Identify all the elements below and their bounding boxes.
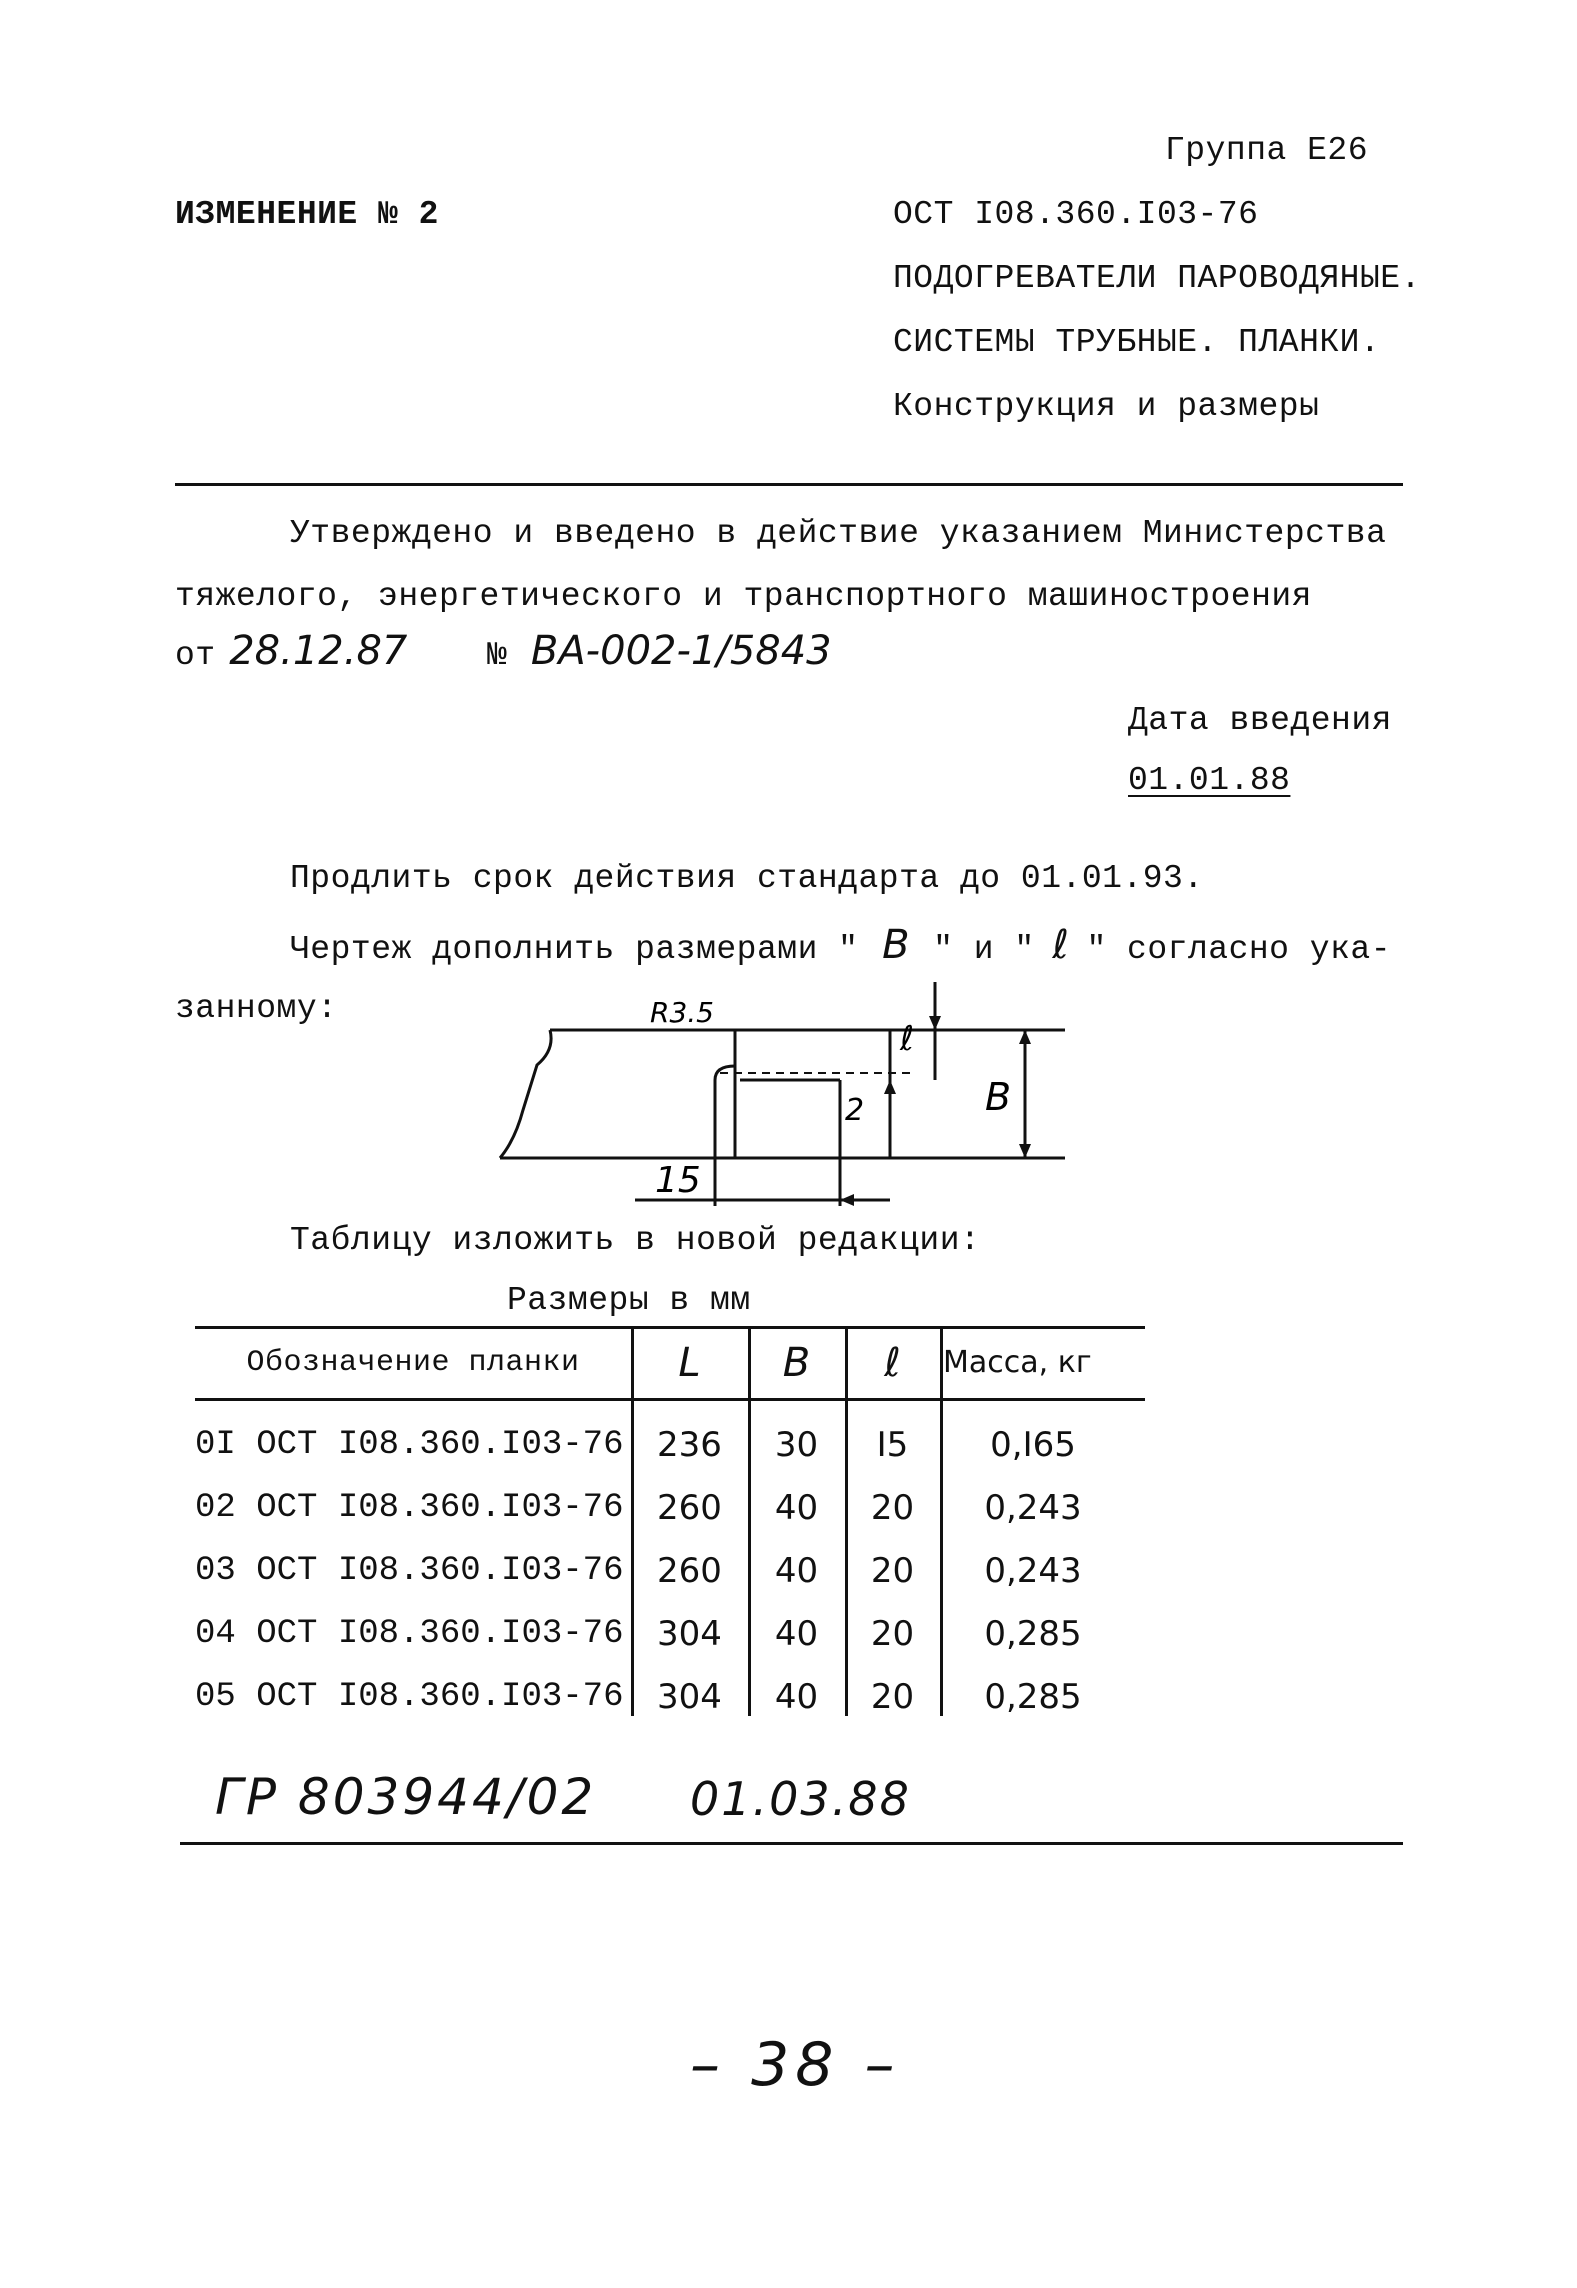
order-number-prefix: № (486, 637, 508, 674)
table-row (195, 1603, 1145, 1665)
slot-radius (715, 1066, 735, 1158)
table-header-rule (195, 1398, 1145, 1401)
break-line (500, 1030, 551, 1158)
dim-15-label: 15 (655, 1160, 701, 1201)
cell-l-small: I5 (876, 1425, 909, 1465)
title-line-1: ПОДОГРЕВАТЕЛИ ПАРОВОДЯНЫЕ. (893, 260, 1421, 297)
page-number: – 38 – (690, 2030, 901, 2100)
cell-mass: 0,285 (984, 1677, 1082, 1717)
drawing-text-end: " согласно ука- (1086, 931, 1392, 968)
cell-designation: 03 ОСТ I08.360.I03-76 (195, 1552, 624, 1590)
cell-mass: 0,243 (984, 1551, 1082, 1591)
approval-line-2: тяжелого, энергетического и транспортного машиностроения (175, 578, 1312, 615)
cell-l-small: 20 (870, 1488, 915, 1528)
arrow-l-top (929, 1016, 941, 1030)
cell-l: 260 (657, 1488, 722, 1528)
table-top-rule (195, 1326, 1145, 1329)
order-date: 28.12.87 (229, 628, 408, 674)
header-divider (175, 483, 1403, 486)
effective-label: Дата введения (1128, 702, 1392, 739)
title-line-3: Конструкция и размеры (893, 388, 1320, 425)
drawing-instruction (290, 922, 1391, 968)
cell-l-small: 20 (870, 1614, 915, 1654)
group-label: Группа Е26 (1165, 132, 1369, 169)
cell-designation: 0I ОСТ I08.360.I03-76 (195, 1426, 624, 1464)
cell-mass: 0,243 (984, 1488, 1082, 1528)
cell-l-small: 20 (870, 1677, 915, 1717)
arrow-15-right (840, 1194, 854, 1206)
header-mass: Масса, кг (943, 1345, 1092, 1380)
effective-date: 01.01.88 (1128, 762, 1291, 799)
order-number: ВА-002-1/5843 (530, 628, 832, 674)
cell-designation: 04 ОСТ I08.360.I03-76 (195, 1615, 624, 1653)
drawing-text-mid: " и " (933, 931, 1035, 968)
header-designation: Обозначение планки (246, 1346, 580, 1380)
approval-line-1: Утверждено и введено в действие указанием Министерства (290, 515, 1387, 552)
approval-order (175, 628, 832, 674)
cell-designation: 05 ОСТ I08.360.I03-76 (195, 1678, 624, 1716)
radius-label: R3.5 (650, 996, 714, 1029)
order-from-prefix: от (175, 637, 216, 674)
symbol-b: В (882, 922, 910, 968)
cell-l: 304 (657, 1614, 722, 1654)
registration-date: 01.03.88 (690, 1772, 911, 1826)
cell-l: 236 (657, 1425, 722, 1465)
cell-l: 304 (657, 1677, 722, 1717)
header-b: В (782, 1340, 811, 1386)
arrow-b-bottom (1019, 1144, 1031, 1158)
footer-divider (180, 1842, 1403, 1845)
dim-l-label: ℓ (900, 1019, 915, 1059)
standard-number: ОСТ I08.360.I03-76 (893, 196, 1259, 233)
dim-2-label: 2 (845, 1093, 865, 1128)
table-row (195, 1414, 1145, 1476)
table-row (195, 1477, 1145, 1539)
plank-drawing (495, 970, 1075, 1210)
cell-l-small: 20 (870, 1551, 915, 1591)
dim-b-label: В (985, 1075, 1012, 1119)
cell-b: 40 (774, 1551, 819, 1591)
cell-mass: 0,I65 (990, 1425, 1076, 1465)
drawing-text-a: Чертеж дополнить размерами " (290, 931, 859, 968)
cell-mass: 0,285 (984, 1614, 1082, 1654)
symbol-l: ℓ (1052, 922, 1069, 968)
arrow-b-top (1019, 1030, 1031, 1044)
table-intro: Таблицу изложить в новой редакции: (290, 1222, 981, 1259)
drawing-text-line2: занному: (175, 990, 338, 1027)
cell-b: 40 (774, 1614, 819, 1654)
header-l: L (678, 1340, 701, 1386)
table-row (195, 1540, 1145, 1602)
arrow-2-top (884, 1080, 896, 1094)
table-row (195, 1666, 1145, 1728)
change-number: ИЗМЕНЕНИЕ № 2 (175, 196, 439, 233)
title-line-2: СИСТЕМЫ ТРУБНЫЕ. ПЛАНКИ. (893, 324, 1381, 361)
units-label: Размеры в мм (507, 1282, 751, 1319)
cell-b: 40 (774, 1677, 819, 1717)
header-l-small: ℓ (884, 1340, 901, 1386)
registration-number: ГР 803944/02 (215, 1768, 597, 1826)
cell-l: 260 (657, 1551, 722, 1591)
cell-b: 30 (774, 1425, 819, 1465)
extend-text: Продлить срок действия стандарта до 01.01.93. (290, 860, 1204, 897)
cell-designation: 02 ОСТ I08.360.I03-76 (195, 1489, 624, 1527)
cell-b: 40 (774, 1488, 819, 1528)
